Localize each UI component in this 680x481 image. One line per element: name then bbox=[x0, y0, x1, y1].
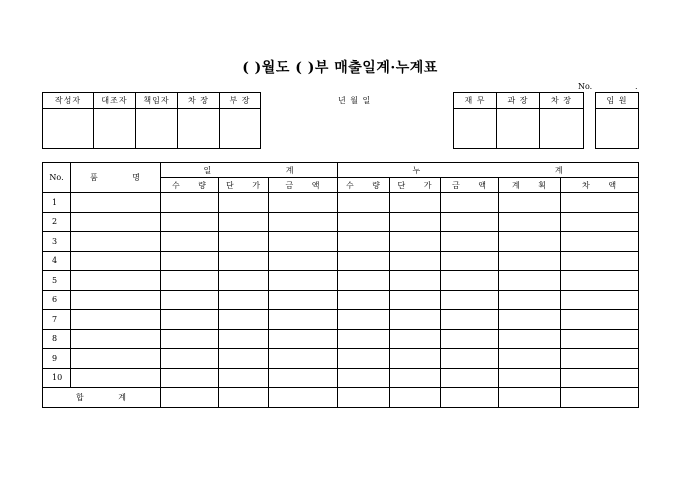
table-row bbox=[43, 232, 639, 252]
signature-box[interactable] bbox=[454, 109, 497, 149]
table-cell[interactable] bbox=[390, 310, 441, 330]
table-cell[interactable] bbox=[161, 329, 219, 349]
table-cell[interactable] bbox=[161, 310, 219, 330]
table-cell[interactable] bbox=[561, 212, 639, 232]
table-cell[interactable] bbox=[390, 271, 441, 291]
table-cell[interactable] bbox=[161, 368, 219, 388]
table-cell[interactable] bbox=[499, 368, 561, 388]
column-header-no: No. bbox=[43, 163, 71, 193]
row-number: 7 bbox=[43, 310, 71, 330]
approval-label-finance: 재 무 bbox=[454, 93, 497, 109]
table-cell[interactable] bbox=[71, 329, 161, 349]
total-cell[interactable] bbox=[499, 388, 561, 408]
table-cell[interactable] bbox=[499, 349, 561, 369]
approval-label-director: 부 장 bbox=[220, 93, 261, 109]
column-header-daily-1: 단 가 bbox=[219, 178, 269, 193]
table-cell[interactable] bbox=[71, 193, 161, 213]
signature-box[interactable] bbox=[43, 109, 94, 149]
row-number: 5 bbox=[43, 271, 71, 291]
table-cell[interactable] bbox=[390, 232, 441, 252]
row-number: 4 bbox=[43, 251, 71, 271]
table-cell[interactable] bbox=[441, 193, 499, 213]
signature-box[interactable] bbox=[136, 109, 178, 149]
signature-box[interactable] bbox=[178, 109, 220, 149]
table-cell[interactable] bbox=[269, 271, 338, 291]
table-cell[interactable] bbox=[161, 349, 219, 369]
approval-block-left bbox=[42, 92, 261, 149]
row-number: 8 bbox=[43, 329, 71, 349]
signature-box[interactable] bbox=[497, 109, 540, 149]
total-cell[interactable] bbox=[161, 388, 219, 408]
table-cell[interactable] bbox=[338, 193, 390, 213]
table-cell[interactable] bbox=[561, 193, 639, 213]
table-cell[interactable] bbox=[161, 271, 219, 291]
column-header-daily-0: 수 량 bbox=[161, 178, 219, 193]
table-cell[interactable] bbox=[561, 251, 639, 271]
table-cell[interactable] bbox=[219, 212, 269, 232]
table-cell[interactable] bbox=[161, 232, 219, 252]
approval-label-manager: 책임자 bbox=[136, 93, 178, 109]
table-cell[interactable] bbox=[71, 368, 161, 388]
approval-label-deputy-2: 차 장 bbox=[540, 93, 584, 109]
table-cell[interactable] bbox=[338, 349, 390, 369]
table-cell[interactable] bbox=[499, 232, 561, 252]
table-cell[interactable] bbox=[71, 232, 161, 252]
table-cell[interactable] bbox=[161, 251, 219, 271]
doc-number-label: No. bbox=[578, 82, 593, 91]
table-cell[interactable] bbox=[499, 251, 561, 271]
table-row bbox=[43, 251, 639, 271]
table-cell[interactable] bbox=[219, 251, 269, 271]
row-number: 9 bbox=[43, 349, 71, 369]
approval-label-deputy: 차 장 bbox=[178, 93, 220, 109]
table-cell[interactable] bbox=[269, 290, 338, 310]
table-cell[interactable] bbox=[441, 349, 499, 369]
table-cell[interactable] bbox=[269, 368, 338, 388]
signature-box[interactable] bbox=[540, 109, 584, 149]
doc-number-dot: . bbox=[635, 82, 638, 91]
table-row bbox=[43, 193, 639, 213]
row-number: 6 bbox=[43, 290, 71, 310]
page-title: ( )월도 ( )부 매출일계·누계표 bbox=[242, 60, 438, 76]
table-cell[interactable] bbox=[219, 349, 269, 369]
column-header-cumulative-3: 계 획 bbox=[499, 178, 561, 193]
table-cell[interactable] bbox=[561, 271, 639, 291]
table-cell[interactable] bbox=[390, 368, 441, 388]
table-cell[interactable] bbox=[499, 310, 561, 330]
approval-block-mid bbox=[453, 92, 584, 149]
row-number: 3 bbox=[43, 232, 71, 252]
table-cell[interactable] bbox=[441, 212, 499, 232]
total-cell[interactable] bbox=[219, 388, 269, 408]
total-label: 합 계 bbox=[43, 388, 161, 408]
table-cell[interactable] bbox=[219, 310, 269, 330]
table-cell[interactable] bbox=[219, 290, 269, 310]
row-number: 1 bbox=[43, 193, 71, 213]
table-cell[interactable] bbox=[561, 290, 639, 310]
table-cell[interactable] bbox=[441, 290, 499, 310]
total-cell[interactable] bbox=[561, 388, 639, 408]
table-cell[interactable] bbox=[441, 368, 499, 388]
table-cell[interactable] bbox=[71, 251, 161, 271]
table-cell[interactable] bbox=[390, 290, 441, 310]
table-cell[interactable] bbox=[499, 290, 561, 310]
group-header-daily: 일 계 bbox=[161, 163, 338, 178]
table-row bbox=[43, 212, 639, 232]
table-cell[interactable] bbox=[441, 232, 499, 252]
sales-table bbox=[42, 162, 639, 408]
table-row bbox=[43, 271, 639, 291]
date-label: 년 월 일 bbox=[338, 96, 372, 105]
table-cell[interactable] bbox=[499, 329, 561, 349]
table-cell[interactable] bbox=[338, 232, 390, 252]
total-row bbox=[43, 388, 639, 408]
total-cell[interactable] bbox=[390, 388, 441, 408]
table-cell[interactable] bbox=[269, 193, 338, 213]
total-cell[interactable] bbox=[269, 388, 338, 408]
signature-box[interactable] bbox=[220, 109, 261, 149]
table-cell[interactable] bbox=[219, 368, 269, 388]
table-cell[interactable] bbox=[269, 232, 338, 252]
table-cell[interactable] bbox=[219, 271, 269, 291]
table-cell[interactable] bbox=[561, 368, 639, 388]
approval-label-section-chief: 과 장 bbox=[497, 93, 540, 109]
table-cell[interactable] bbox=[561, 232, 639, 252]
table-cell[interactable] bbox=[441, 310, 499, 330]
approval-label-checker: 대조자 bbox=[94, 93, 136, 109]
table-cell[interactable] bbox=[219, 329, 269, 349]
table-cell[interactable] bbox=[269, 251, 338, 271]
approval-label-executive: 임 원 bbox=[596, 93, 639, 109]
table-cell[interactable] bbox=[71, 212, 161, 232]
signature-box[interactable] bbox=[94, 109, 136, 149]
table-row bbox=[43, 368, 639, 388]
column-header-cumulative-1: 단 가 bbox=[390, 178, 441, 193]
table-row bbox=[43, 290, 639, 310]
table-cell[interactable] bbox=[561, 329, 639, 349]
table-cell[interactable] bbox=[71, 349, 161, 369]
table-cell[interactable] bbox=[338, 290, 390, 310]
table-cell[interactable] bbox=[338, 271, 390, 291]
table-cell[interactable] bbox=[71, 271, 161, 291]
table-cell[interactable] bbox=[499, 193, 561, 213]
table-row bbox=[43, 349, 639, 369]
table-cell[interactable] bbox=[338, 368, 390, 388]
table-cell[interactable] bbox=[441, 251, 499, 271]
table-cell[interactable] bbox=[390, 349, 441, 369]
approval-block-right bbox=[595, 92, 639, 149]
table-cell[interactable] bbox=[338, 212, 390, 232]
total-cell[interactable] bbox=[441, 388, 499, 408]
total-cell[interactable] bbox=[338, 388, 390, 408]
table-cell[interactable] bbox=[499, 212, 561, 232]
table-cell[interactable] bbox=[71, 290, 161, 310]
group-header-cumulative: 누 계 bbox=[338, 163, 639, 178]
column-header-item: 품 명 bbox=[71, 163, 161, 193]
column-header-cumulative-0: 수 량 bbox=[338, 178, 390, 193]
table-cell[interactable] bbox=[71, 310, 161, 330]
approval-label-writer: 작성자 bbox=[43, 93, 94, 109]
table-cell[interactable] bbox=[269, 329, 338, 349]
table-cell[interactable] bbox=[499, 271, 561, 291]
table-cell[interactable] bbox=[269, 212, 338, 232]
signature-box[interactable] bbox=[596, 109, 639, 149]
table-cell[interactable] bbox=[161, 212, 219, 232]
table-cell[interactable] bbox=[390, 329, 441, 349]
table-cell[interactable] bbox=[161, 290, 219, 310]
table-cell[interactable] bbox=[561, 310, 639, 330]
table-cell[interactable] bbox=[269, 310, 338, 330]
table-cell[interactable] bbox=[269, 349, 338, 369]
table-cell[interactable] bbox=[561, 349, 639, 369]
column-header-cumulative-4: 차 액 bbox=[561, 178, 639, 193]
table-cell[interactable] bbox=[338, 329, 390, 349]
table-cell[interactable] bbox=[338, 251, 390, 271]
table-cell[interactable] bbox=[390, 212, 441, 232]
row-number: 2 bbox=[43, 212, 71, 232]
table-cell[interactable] bbox=[441, 329, 499, 349]
table-cell[interactable] bbox=[219, 232, 269, 252]
table-cell[interactable] bbox=[390, 251, 441, 271]
column-header-cumulative-2: 금 액 bbox=[441, 178, 499, 193]
table-cell[interactable] bbox=[441, 271, 499, 291]
column-header-daily-2: 금 액 bbox=[269, 178, 338, 193]
table-cell[interactable] bbox=[161, 193, 219, 213]
table-row bbox=[43, 310, 639, 330]
table-cell[interactable] bbox=[338, 310, 390, 330]
row-number: 10 bbox=[43, 368, 71, 388]
table-cell[interactable] bbox=[219, 193, 269, 213]
table-cell[interactable] bbox=[390, 193, 441, 213]
table-row bbox=[43, 329, 639, 349]
